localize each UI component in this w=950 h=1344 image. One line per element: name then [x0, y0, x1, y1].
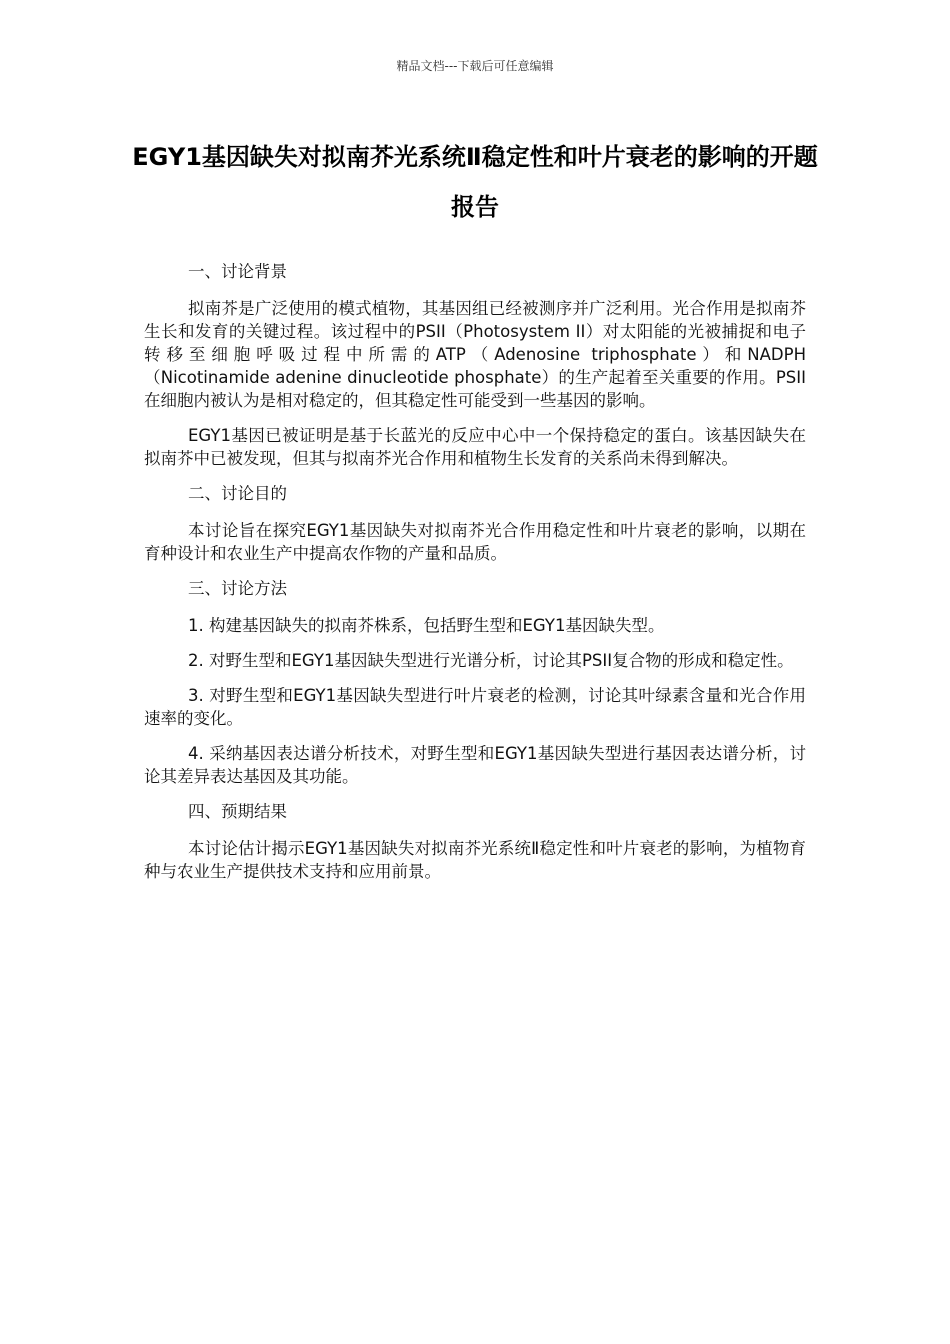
method-item-3: 3. 对野生型和EGY1基因缺失型进行叶片衰老的检测，讨论其叶绿素含量和光合作用速率的变化。	[144, 686, 806, 728]
method-item-1: 1. 构建基因缺失的拟南芥株系，包括野生型和EGY1基因缺失型。	[188, 616, 665, 635]
section-heading-results: 四、预期结果	[188, 802, 287, 821]
section-heading-methods: 三、讨论方法	[188, 579, 287, 598]
method-item-2: 2. 对野生型和EGY1基因缺失型进行光谱分析，讨论其PSII复合物的形成和稳定性。	[188, 651, 794, 670]
header-note: 精品文档---下载后可任意编辑	[396, 59, 554, 73]
section-heading-purpose: 二、讨论目的	[188, 484, 287, 503]
background-paragraph-1: 拟南芥是广泛使用的模式植物，其基因组已经被测序并广泛利用。光合作用是拟南芥生长和发育的关键过程。该过程中的PSII（Photosystem II）对太阳能的光被捕捉和电子转移至细胞呼吸过程中所需的ATP（Adenosine triphosphate）和NADPH（Nicotinamide adenine dinucleotide phosphate）的生产起着至关重要的作用。PSII在细胞内被认为是相对稳定的，但其稳定性可能受到一些基因的影响。	[144, 299, 806, 410]
document-body	[144, 260, 806, 895]
background-paragraph-2: EGY1基因已被证明是基于长蓝光的反应中心中一个保持稳定的蛋白。该基因缺失在拟南芥中已被发现，但其与拟南芥光合作用和植物生长发育的关系尚未得到解决。	[144, 426, 806, 468]
results-paragraph: 本讨论估计揭示EGY1基因缺失对拟南芥光系统Ⅱ稳定性和叶片衰老的影响，为植物育种与农业生产提供技术支持和应用前景。	[144, 839, 806, 881]
purpose-paragraph: 本讨论旨在探究EGY1基因缺失对拟南芥光合作用稳定性和叶片衰老的影响，以期在育种设计和农业生产中提高农作物的产量和品质。	[144, 521, 806, 563]
section-heading-background: 一、讨论背景	[188, 262, 287, 281]
method-item-4: 4. 采纳基因表达谱分析技术，对野生型和EGY1基因缺失型进行基因表达谱分析，讨论其差异表达基因及其功能。	[144, 744, 806, 786]
document-title: EGY1基因缺失对拟南芥光系统Ⅱ稳定性和叶片衰老的影响的开题报告	[132, 143, 818, 221]
